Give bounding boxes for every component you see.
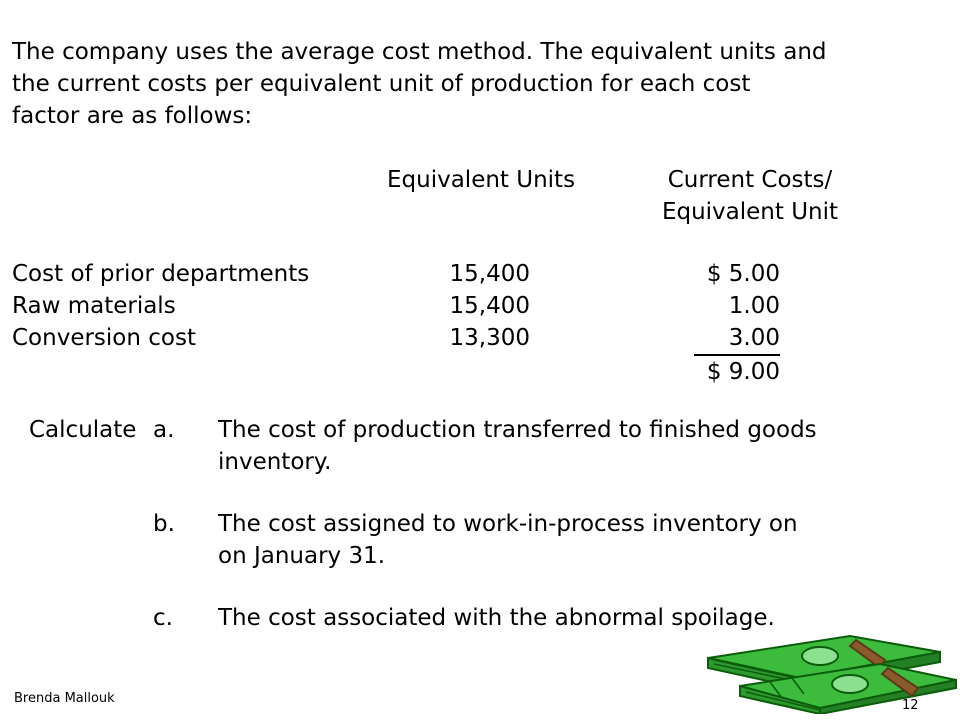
footer-author: Brenda Mallouk [14, 691, 115, 706]
header-current-costs-line2: Equivalent Unit [661, 199, 839, 225]
header-current-costs-line1: Current Costs/ [667, 167, 833, 193]
page-number: 12 [902, 698, 919, 713]
row-label-prior-departments: Cost of prior departments [12, 261, 310, 287]
total-cost: $ 9.00 [706, 359, 780, 385]
row-units-raw-materials: 15,400 [449, 293, 530, 319]
intro-paragraph [12, 36, 912, 132]
item-b-line1: The cost assigned to work-in-process inventory on [218, 511, 798, 537]
row-cost-raw-materials: 1.00 [728, 293, 780, 319]
row-cost-prior-departments: $ 5.00 [706, 261, 780, 287]
header-equivalent-units: Equivalent Units [387, 167, 576, 193]
row-units-prior-departments: 15,400 [449, 261, 530, 287]
item-c-letter: c. [153, 605, 173, 631]
item-a-line1: The cost of production transferred to finished goods [218, 417, 817, 443]
row-cost-conversion-cost: 3.00 [694, 322, 780, 356]
money-stack-icon [700, 622, 958, 714]
item-b-letter: b. [153, 511, 175, 537]
item-a-letter: a. [153, 417, 175, 443]
intro-line-1: The company uses the average cost method. The equivalent units and [12, 39, 827, 65]
item-a-line2: inventory. [218, 449, 332, 475]
item-b-line2: on January 31. [218, 543, 386, 569]
intro-line-2: the current costs per equivalent unit of production for each cost [12, 71, 751, 97]
item-c-line1: The cost associated with the abnormal spoilage. [218, 605, 775, 631]
row-units-conversion-cost: 13,300 [449, 325, 530, 351]
calculate-label: Calculate [29, 417, 137, 443]
intro-line-3: factor are as follows: [12, 103, 253, 129]
row-label-conversion-cost: Conversion cost [12, 325, 196, 351]
row-label-raw-materials: Raw materials [12, 293, 176, 319]
